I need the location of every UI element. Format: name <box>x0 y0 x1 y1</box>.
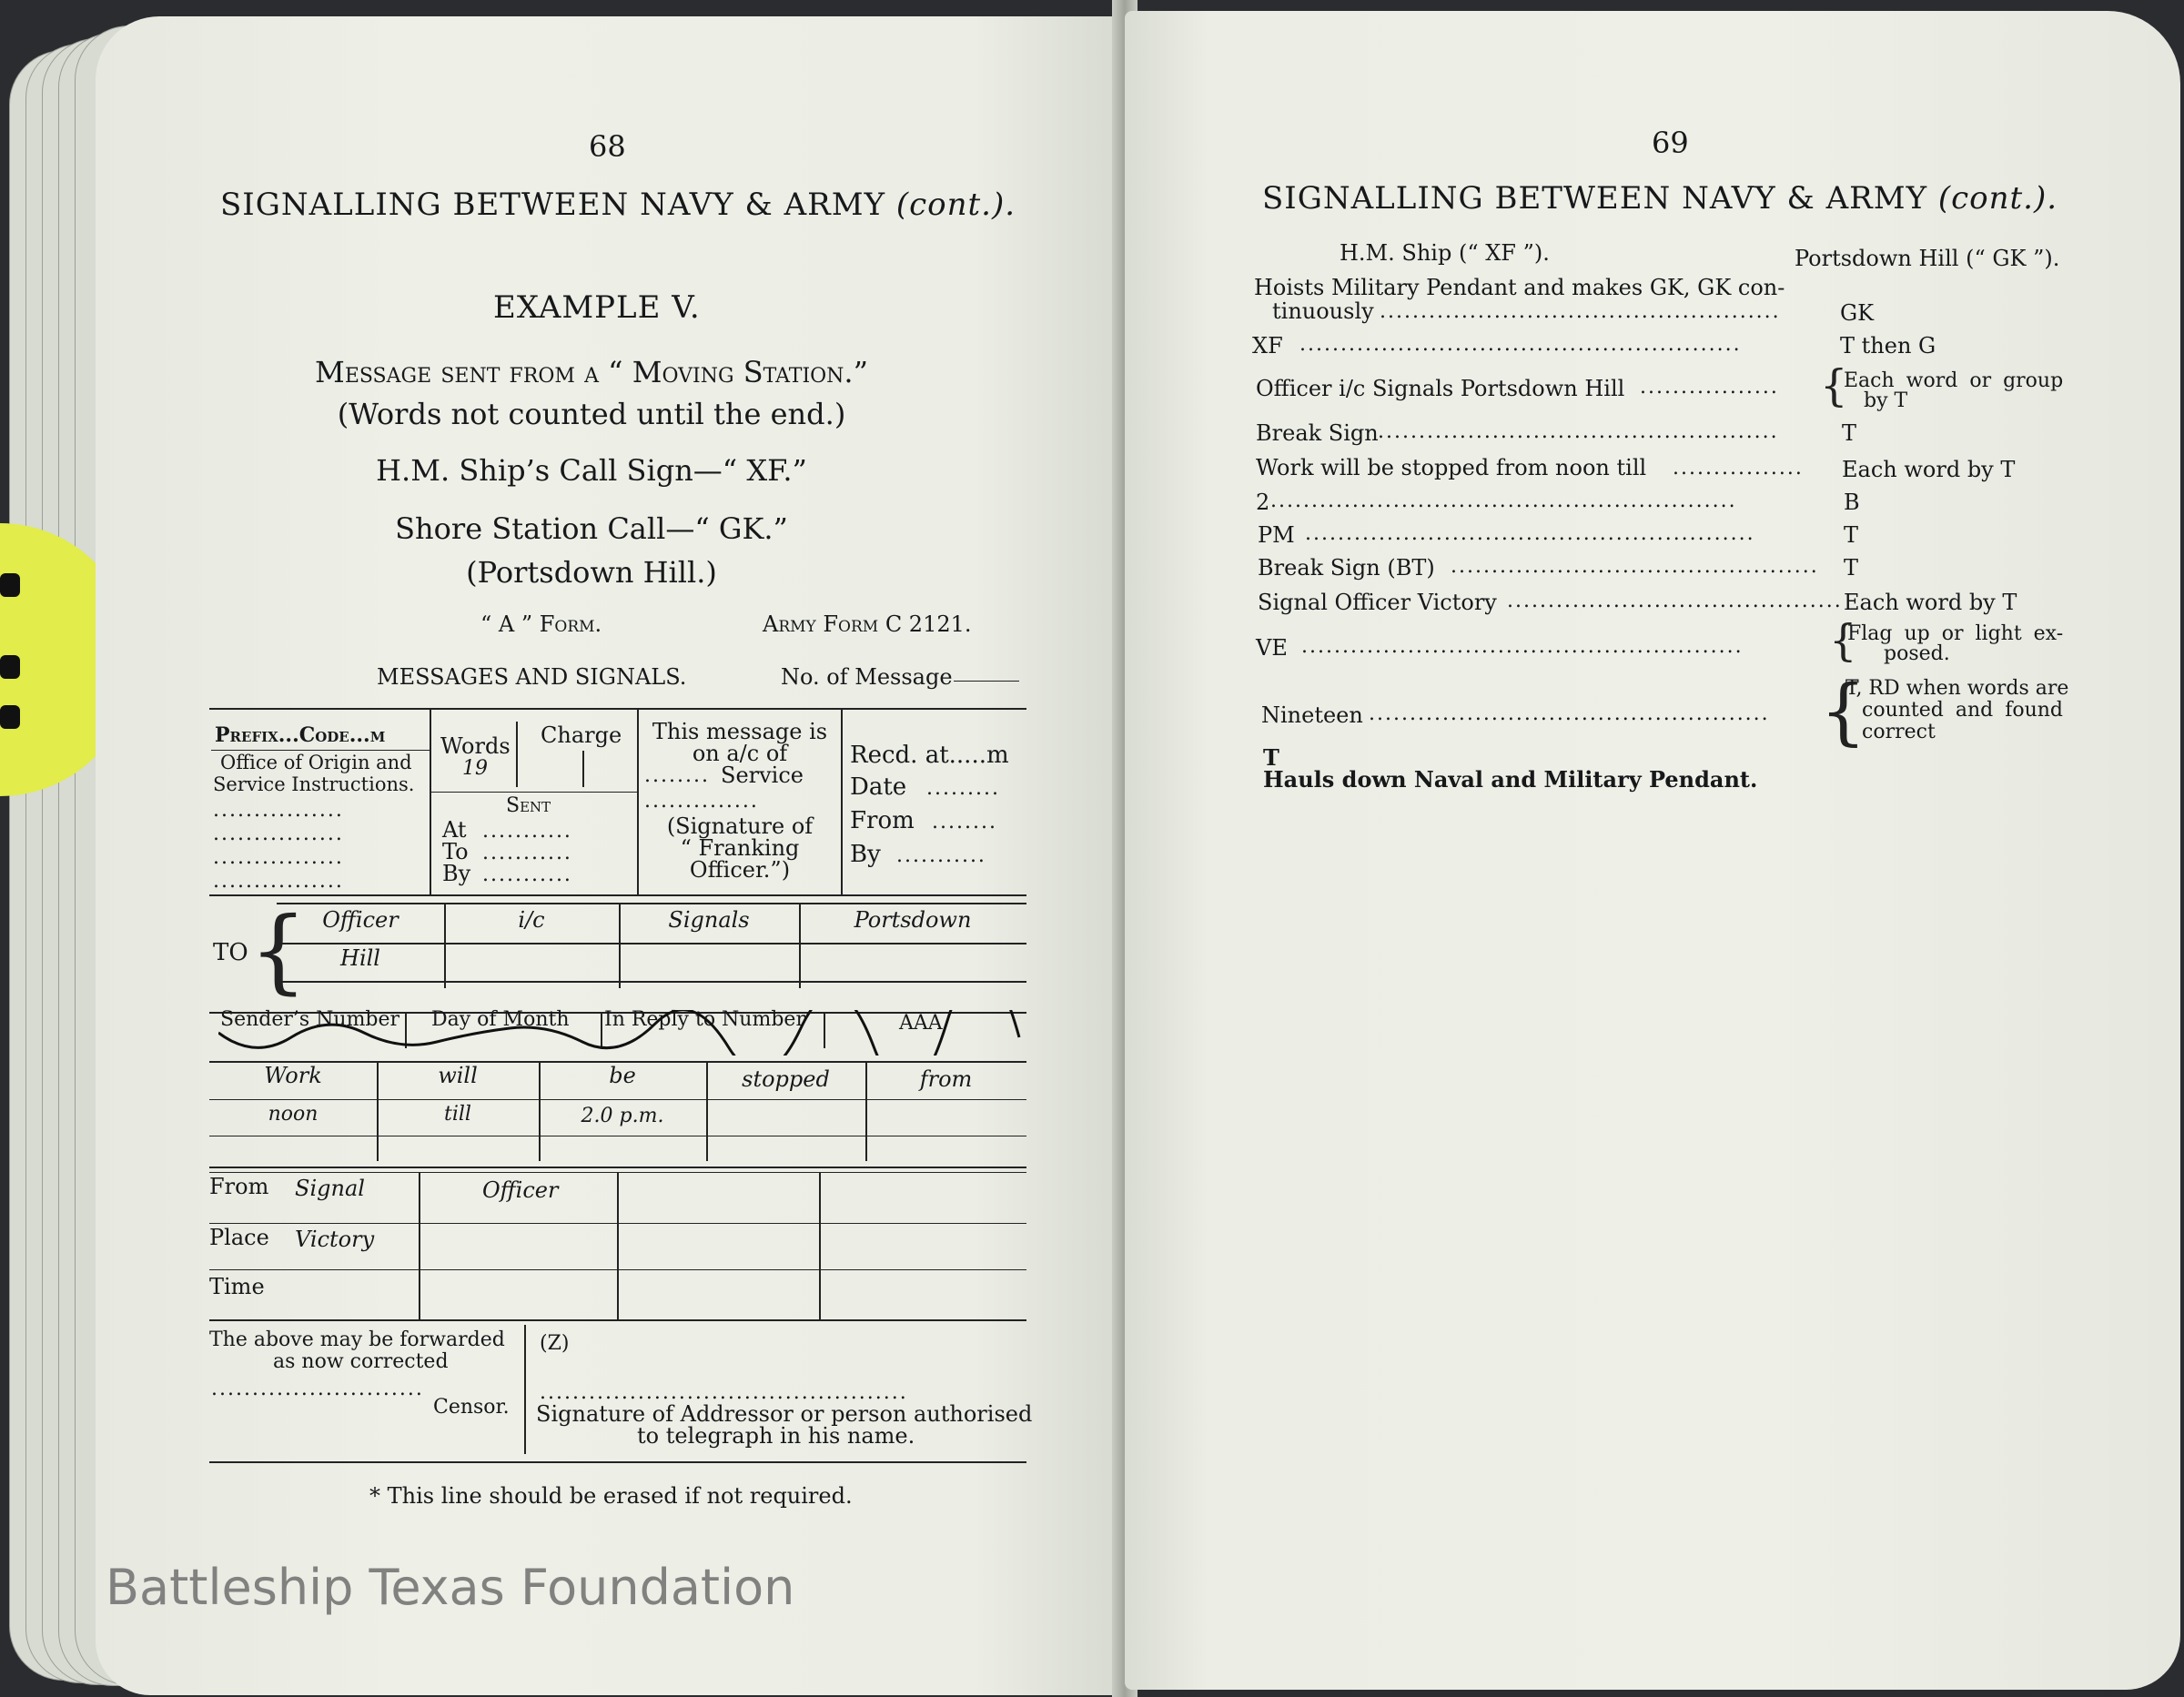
column-header-ship: H.M. Ship (“ XF ”). <box>1340 240 1550 266</box>
closing-line: Hauls down Naval and Military Pendant. <box>1263 766 1758 793</box>
column-header-shore: Portsdown Hill (“ GK ”). <box>1795 246 2060 271</box>
time-label: Time <box>209 1274 265 1299</box>
intro-line: H.M. Ship’s Call Sign—“ XF.” <box>376 453 807 488</box>
recd-at: Recd. at.....m <box>850 742 1009 769</box>
intro-line: Shore Station Call—“ GK.” <box>395 511 788 546</box>
page-number: 68 <box>589 129 626 164</box>
watermark: Battleship Texas Foundation <box>106 1559 795 1616</box>
example-heading: EXAMPLE V. <box>493 289 701 326</box>
words-label: Words <box>440 733 511 759</box>
words-value: 19 <box>462 757 488 780</box>
to-label: TO <box>213 939 248 966</box>
sent-label: Sent <box>506 794 551 817</box>
footnote: * This line should be erased if not required. <box>369 1483 853 1509</box>
army-form-number: Army Form C 2121. <box>763 611 972 637</box>
running-title: SIGNALLING BETWEEN NAVY & ARMY (cont.). <box>220 187 1016 223</box>
prefix-code: Prefix...Code...m <box>215 723 386 747</box>
from-label: From <box>209 1174 269 1199</box>
place-label: Place <box>209 1225 269 1250</box>
no-of-message: No. of Message <box>781 664 953 690</box>
erasure-wave <box>218 1010 1028 1056</box>
form-label: “ A ” Form. <box>480 611 602 637</box>
intro-line: Message sent from a “ Moving Station.” <box>315 355 868 389</box>
form-title: MESSAGES AND SIGNALS. <box>377 664 687 690</box>
intro-line: (Words not counted until the end.) <box>337 397 846 431</box>
intro-line: (Portsdown Hill.) <box>466 555 717 590</box>
page-number: 69 <box>1652 126 1689 160</box>
charge-label: Charge <box>541 722 622 748</box>
running-title: SIGNALLING BETWEEN NAVY & ARMY (cont.). <box>1262 180 2058 217</box>
